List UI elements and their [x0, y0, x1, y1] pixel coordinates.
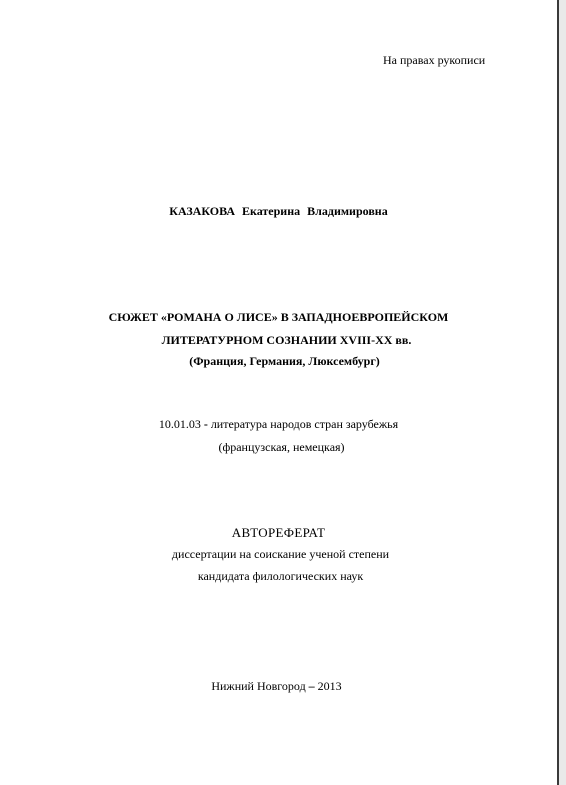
specialty-detail: (французская, немецкая)	[218, 440, 345, 454]
page-edge-margin	[559, 0, 566, 785]
specialty-dash: -	[203, 417, 208, 431]
title-line-1: СЮЖЕТ «РОМАНА О ЛИСЕ» В ЗАПАДНОЕВРОПЕЙСКОМ	[108, 310, 449, 324]
place-year-dash: –	[308, 679, 315, 693]
document-genre: АВТОРЕФЕРАТ	[231, 525, 326, 540]
title-line-2: ЛИТЕРАТУРНОМ СОЗНАНИИ XVIII-XX вв.	[161, 333, 412, 347]
city: Нижний Новгород	[211, 679, 306, 693]
manuscript-rights-stamp: На правах рукописи	[383, 53, 486, 67]
year: 2013	[317, 679, 342, 693]
specialty-line	[0, 417, 557, 431]
title-line-3: (Франция, Германия, Люксембург)	[189, 354, 380, 368]
specialty-name: литература народов стран зарубежья	[210, 417, 399, 431]
place-and-year	[0, 679, 555, 693]
document-description-line-1: диссертации на соискание ученой степени	[171, 547, 390, 561]
document-description-line-2: кандидата филологических наук	[197, 569, 364, 583]
author-name: КАЗАКОВА Екатерина Владимировна	[169, 204, 388, 218]
specialty-code: 10.01.03	[158, 417, 201, 431]
